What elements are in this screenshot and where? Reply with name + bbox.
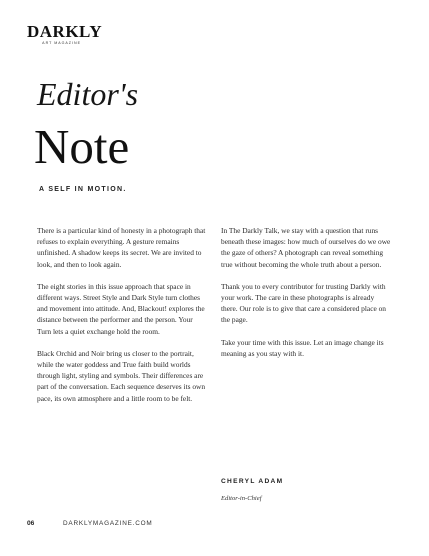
logo-tagline: ART MAGAZINE bbox=[42, 41, 81, 45]
body-paragraph: Take your time with this issue. Let an image change its meaning as you stay with it. bbox=[221, 337, 384, 358]
body-paragraph: The eight stories in this issue approach that space in different ways. Street Style and Dark Style turn clothes and movement into attitude. And, Blackout! explores the distance between the performer and the person. Your Turn lets a quiet exchange hold the room. bbox=[37, 281, 205, 336]
body-paragraph: Thank you to every contributor for trusting Darkly with your work. The care in these photographs is already there. Our role is to give that care a considered place on the page. bbox=[221, 281, 386, 325]
body-column-left bbox=[37, 225, 207, 415]
body-column-right bbox=[221, 225, 391, 370]
magazine-logo bbox=[27, 22, 103, 45]
body-paragraph: Black Orchid and Noir bring us closer to the portrait, while the water goddess and True faith build worlds through light, styling and symbols. Their differences are part of the conversation. Each sequence deserves its own pace, its own atmosphere and a little room to be felt. bbox=[37, 348, 206, 403]
logo-wordmark: DARKLY bbox=[27, 22, 103, 41]
page-number: 06 bbox=[27, 520, 35, 527]
body-paragraph: There is a particular kind of honesty in a photograph that refuses to explain everything. A gesture remains unfinished. A shadow keeps its secret. We are invited to look, and then to look again. bbox=[37, 226, 206, 269]
footer-website: DARKLYMAGAZINE.COM bbox=[63, 520, 153, 527]
signature-name: CHERYL ADAM bbox=[221, 478, 284, 485]
page-kicker: Editor's bbox=[37, 76, 139, 112]
signature-role: Editor-in-Chief bbox=[221, 495, 262, 502]
body-paragraph: In The Darkly Talk, we stay with a question that runs beneath these images: how much of ourselves do we owe the gaze of others? A photograph can reveal something true without becoming the whole truth about a person. bbox=[221, 226, 391, 269]
page-subhead: A SELF IN MOTION. bbox=[39, 186, 127, 193]
page-title: Note bbox=[34, 119, 130, 174]
